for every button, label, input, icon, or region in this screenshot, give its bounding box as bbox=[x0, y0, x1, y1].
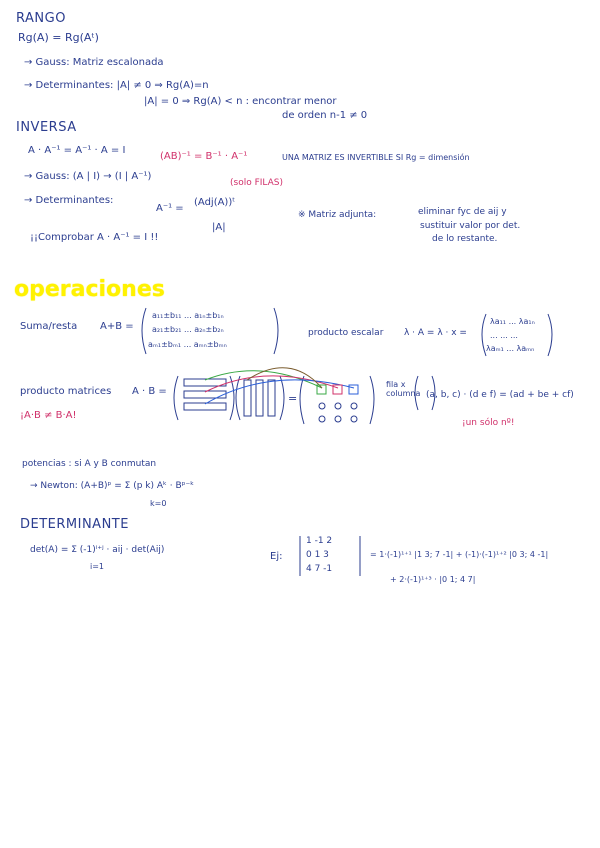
escalar-row-1: λa₁₁ ... λa₁ₙ bbox=[490, 317, 535, 326]
escalar-row-3: λaₘ₁ ... λaₘₙ bbox=[486, 344, 535, 353]
escalar-label: producto escalar bbox=[308, 328, 384, 338]
inversa-identity: A · A⁻¹ = A⁻¹ · A = I bbox=[28, 145, 126, 156]
result-cell bbox=[351, 403, 357, 409]
suma-row-3: aₘ₁±bₘ₁ ... aₘₙ±bₘₙ bbox=[148, 340, 227, 349]
inversa-check: ¡¡Comprobar A · A⁻¹ = I !! bbox=[30, 232, 159, 243]
determinante-formula: det(A) = Σ (-1)ⁱ⁺ʲ · aij · det(Aij) bbox=[30, 545, 165, 555]
ej-matrix-row-1: 1 -1 2 bbox=[306, 536, 333, 546]
inversa-gauss-note: (solo FILAS) bbox=[230, 178, 284, 188]
rango-formula: Rg(A) = Rg(Aᵗ) bbox=[18, 31, 99, 44]
adjunta-desc-1: eliminar fyc de aij y bbox=[418, 207, 507, 217]
ej-matrix-row-2: 0 1 3 bbox=[306, 550, 329, 560]
inversa-det: → Determinantes: bbox=[24, 195, 114, 206]
suma-row-2: a₂₁±b₂₁ ... a₂ₙ±b₂ₙ bbox=[152, 325, 224, 334]
inversa-det-numerator: (Adj(A))ᵗ bbox=[194, 197, 236, 208]
vector-left-paren bbox=[415, 376, 418, 410]
matrix-b-left-paren bbox=[236, 376, 240, 420]
suma-left-paren bbox=[142, 308, 146, 354]
escalar-lhs: λ · A = λ · x = bbox=[404, 328, 467, 338]
matrix-c-left-paren bbox=[300, 376, 304, 424]
fila-columna-label: fila x columna bbox=[386, 380, 421, 398]
newton-sum-index: k=0 bbox=[150, 499, 167, 508]
adjunta-desc-2: sustituir valor por det. bbox=[420, 221, 521, 231]
determinante-formula-sub: i=1 bbox=[90, 562, 105, 571]
suma-lhs: A+B = bbox=[100, 321, 134, 332]
potencias-label: potencias : si A y B conmutan bbox=[22, 459, 157, 469]
result-cell bbox=[335, 416, 341, 422]
matrix-b-right-paren bbox=[280, 376, 284, 420]
ej-label: Ej: bbox=[270, 551, 283, 562]
result-cell bbox=[351, 416, 357, 422]
adjunta-desc-3: de lo restante. bbox=[432, 234, 498, 244]
inversa-product-rule: (AB)⁻¹ = B⁻¹ · A⁻¹ bbox=[160, 151, 248, 162]
rango-gauss: → Gauss: Matriz escalonada bbox=[24, 57, 164, 68]
result-cell bbox=[319, 403, 325, 409]
result-cell bbox=[319, 416, 325, 422]
suma-row-1: a₁₁±b₁₁ ... a₁ₙ±b₁ₙ bbox=[152, 311, 224, 320]
producto-lhs: A · B = bbox=[132, 386, 167, 397]
inversa-det-lhs: A⁻¹ = bbox=[156, 203, 184, 214]
matrix-a-right-paren bbox=[230, 376, 234, 420]
escalar-row-2: ... ... ... bbox=[490, 331, 518, 340]
ej-matrix-row-3: 4 7 -1 bbox=[306, 564, 333, 574]
matrix-a-row-1 bbox=[184, 379, 226, 386]
equals-sign: = bbox=[288, 392, 298, 405]
fila-columna-formula: (a, b, c) · (d e f) = (ad + be + cf) bbox=[426, 390, 574, 400]
inversa-gauss: → Gauss: (A | I) → (I | A⁻¹) bbox=[24, 171, 152, 182]
ej-expansion-2: + 2·(-1)¹⁺³ · |0 1; 4 7| bbox=[390, 575, 476, 584]
rango-det-3: de orden n-1 ≠ 0 bbox=[282, 110, 368, 121]
rango-det-1: → Determinantes: |A| ≠ 0 ⇒ Rg(A)=n bbox=[24, 80, 209, 91]
result-cell bbox=[335, 403, 341, 409]
matrix-a-left-paren bbox=[174, 376, 178, 420]
operaciones-title: operaciones bbox=[14, 277, 165, 302]
escalar-right-paren bbox=[548, 314, 552, 356]
matrix-c-right-paren bbox=[370, 376, 374, 424]
rango-title: RANGO bbox=[16, 11, 66, 26]
inversa-invertible-note: UNA MATRIZ ES INVERTIBLE SI Rg = dimensión bbox=[282, 153, 470, 162]
suma-label: Suma/resta bbox=[20, 321, 78, 332]
inversa-title: INVERSA bbox=[16, 120, 77, 135]
result-cell-blue bbox=[349, 385, 358, 394]
newton-formula: → Newton: (A+B)ᵖ = Σ (p k) Aᵏ · Bᵖ⁻ᵏ bbox=[30, 481, 195, 491]
matrix-a-row-3 bbox=[184, 403, 226, 410]
vector-right-paren bbox=[432, 376, 435, 410]
no-conmuta-note: ¡A·B ≠ B·A! bbox=[20, 410, 77, 421]
suma-right-paren bbox=[274, 308, 278, 354]
adjunta-label: ※ Matriz adjunta: bbox=[298, 210, 377, 220]
rango-det-2: |A| = 0 ⇒ Rg(A) < n : encontrar menor bbox=[144, 96, 337, 107]
inversa-det-denominator: |A| bbox=[212, 222, 226, 233]
matrix-b-col-2 bbox=[256, 380, 263, 416]
matrix-b-col-3 bbox=[268, 380, 275, 416]
un-solo-note: ¡un sólo nº! bbox=[462, 418, 515, 428]
row-col-arc bbox=[205, 380, 354, 404]
matrix-a-row-2 bbox=[184, 391, 226, 398]
determinante-title: DETERMINANTE bbox=[20, 517, 129, 532]
escalar-left-paren bbox=[482, 314, 486, 356]
producto-label: producto matrices bbox=[20, 386, 112, 397]
ej-expansion-1: = 1·(-1)¹⁺¹ |1 3; 7 -1| + (-1)·(-1)¹⁺² |0 3; 4 -1| bbox=[370, 550, 549, 559]
